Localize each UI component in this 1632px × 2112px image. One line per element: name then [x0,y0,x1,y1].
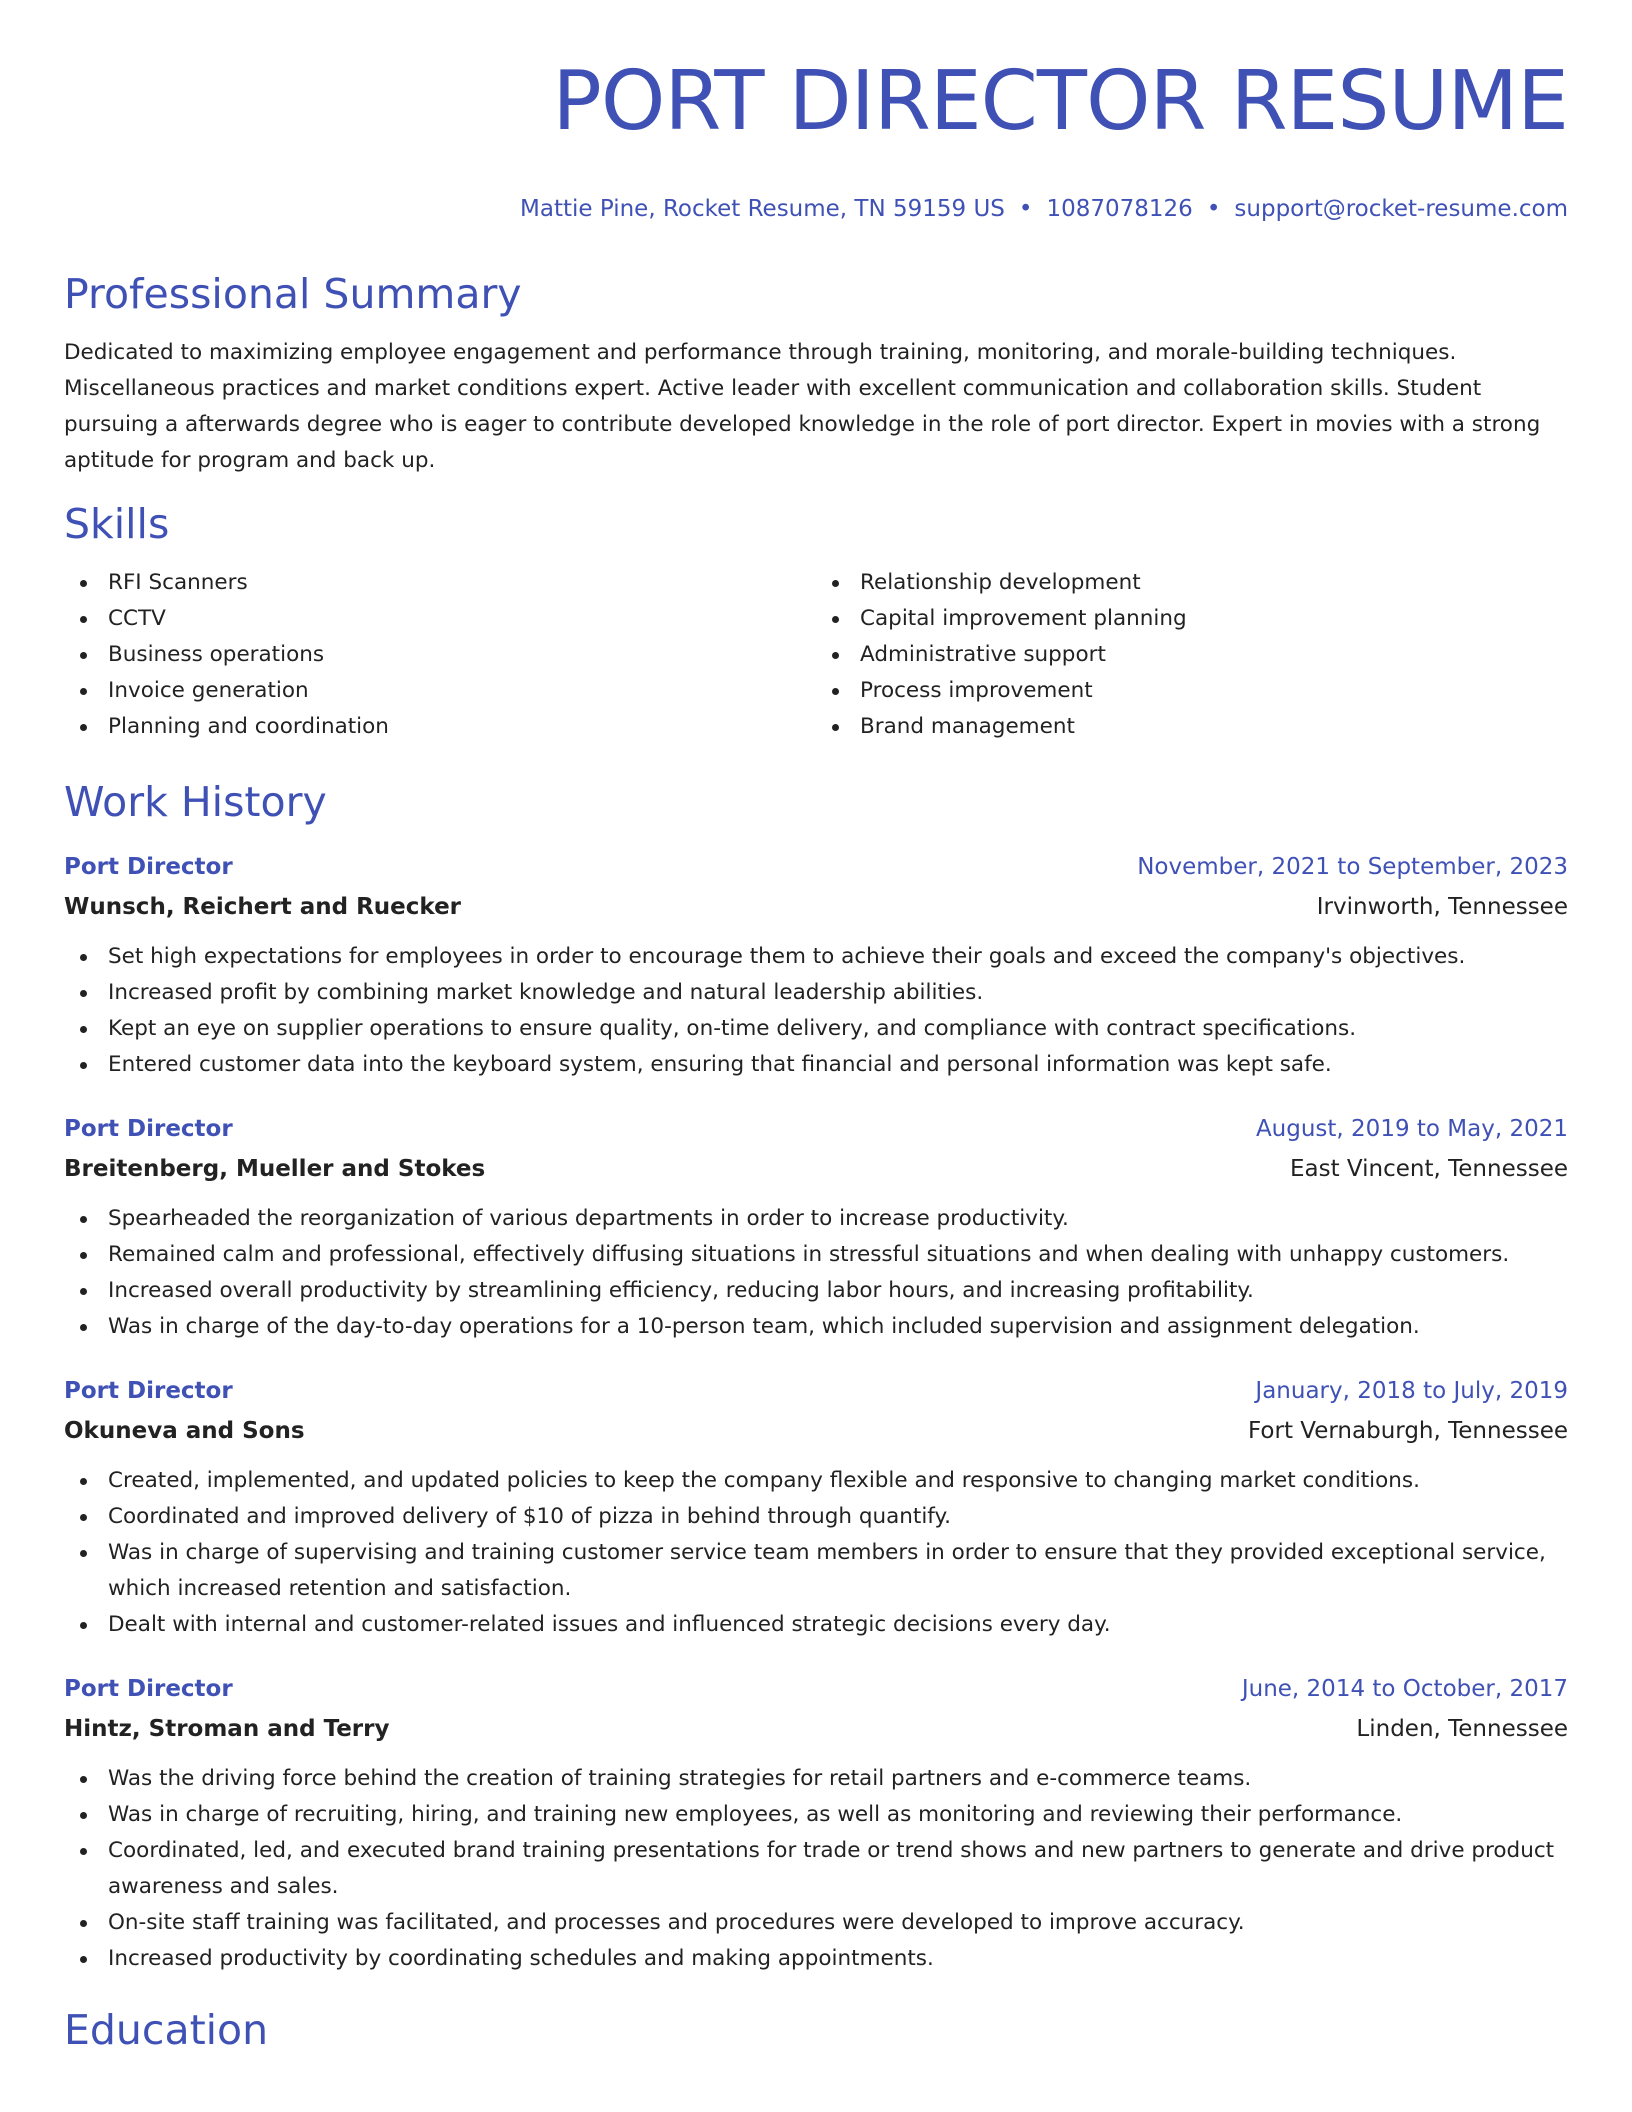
job-bullet: Entered customer data into the keyboard system, ensuring that financial and personal information was kept safe. [64,1047,1568,1083]
job-title: Port Director [64,1676,233,1702]
skill-item: Business operations [64,637,816,673]
job-company: Breitenberg, Mueller and Stokes [64,1156,486,1182]
contact-email: support@rocket-resume.com [1234,196,1568,222]
work-history-heading: Work History [64,778,327,826]
skill-item: Brand management [816,709,1568,745]
skill-item: Capital improvement planning [816,601,1568,637]
job-company-row [64,1709,1568,1749]
education-heading: Education [64,2006,269,2054]
job-bullet: Set high expectations for employees in order to encourage them to achieve their goals and exceed the company's objectives. [64,939,1568,975]
job-bullet: Increased profit by combining market knowledge and natural leadership abilities. [64,975,1568,1011]
summary-heading: Professional Summary [64,270,522,318]
skills-heading: Skills [64,500,170,548]
job-bullet: Increased overall productivity by streamlining efficiency, reducing labor hours, and increasing profitability. [64,1273,1568,1309]
summary-text: Dedicated to maximizing employee engagement and performance through training, monitoring, and morale-building techniques. Miscellaneous practices and market conditions expert. Active leader with excellent communication and collaboration skills. Student pursuing a afterwards degree who is eager to contribute developed knowledge in the role of port director. Expert in movies with a strong aptitude for program and back up. [64,340,1541,473]
job-header-row [64,847,1568,887]
job-bullet: Coordinated, led, and executed brand training presentations for trade or trend shows and new partners to generate and drive product awareness and sales. [64,1833,1568,1905]
job-company-row [64,1149,1568,1189]
job-company-row [64,1411,1568,1451]
job-bullets [64,1761,1568,1977]
skills-column-left [64,565,816,745]
skills-list [64,565,1568,745]
job-entry [64,847,1568,1083]
contact-phone: 1087078126 [1046,196,1193,222]
job-location: Linden, Tennessee [1356,1716,1568,1742]
job-bullet: Created, implemented, and updated policies to keep the company flexible and responsive to changing market conditions. [64,1463,1568,1499]
skill-item: Process improvement [816,673,1568,709]
job-bullet: Was in charge of supervising and training customer service team members in order to ensure that they provided exceptional service, which increased retention and satisfaction. [64,1535,1568,1607]
job-dates: June, 2014 to October, 2017 [1241,1676,1568,1702]
skill-item: RFI Scanners [64,565,816,601]
job-company: Hintz, Stroman and Terry [64,1716,390,1742]
contact-separator: • [1018,196,1033,222]
job-bullet: Increased productivity by coordinating schedules and making appointments. [64,1941,1568,1977]
job-entry [64,1109,1568,1345]
job-bullet: Coordinated and improved delivery of $10 of pizza in behind through quantify. [64,1499,1568,1535]
job-dates: November, 2021 to September, 2023 [1137,854,1568,880]
job-dates: January, 2018 to July, 2019 [1255,1378,1568,1404]
job-bullet: Was in charge of recruiting, hiring, and training new employees, as well as monitoring and reviewing their performance. [64,1797,1568,1833]
skill-item: CCTV [64,601,816,637]
job-bullet: Was in charge of the day-to-day operations for a 10-person team, which included supervision and assignment delegation. [64,1309,1568,1345]
skill-item: Relationship development [816,565,1568,601]
contact-address: Mattie Pine, Rocket Resume, TN 59159 US [520,196,1005,222]
job-bullet: Spearheaded the reorganization of various departments in order to increase productivity. [64,1201,1568,1237]
skills-column-right [816,565,1568,745]
skill-item: Planning and coordination [64,709,816,745]
job-bullets [64,1463,1568,1643]
job-entry [64,1669,1568,1977]
contact-line [64,194,1568,224]
skill-item: Invoice generation [64,673,816,709]
job-bullet: On-site staff training was facilitated, and processes and procedures were developed to improve accuracy. [64,1905,1568,1941]
job-header-row [64,1371,1568,1411]
job-title: Port Director [64,1378,233,1404]
job-bullet: Remained calm and professional, effectively diffusing situations in stressful situations and when dealing with unhappy customers. [64,1237,1568,1273]
job-location: East Vincent, Tennessee [1289,1156,1568,1182]
job-bullet: Dealt with internal and customer-related issues and influenced strategic decisions every day. [64,1607,1568,1643]
job-dates: August, 2019 to May, 2021 [1255,1116,1568,1142]
contact-separator: • [1206,196,1221,222]
job-company: Okuneva and Sons [64,1418,305,1444]
job-bullet: Kept an eye on supplier operations to ensure quality, on-time delivery, and compliance with contract specifications. [64,1011,1568,1047]
job-bullet: Was the driving force behind the creation of training strategies for retail partners and e-commerce teams. [64,1761,1568,1797]
job-bullets [64,939,1568,1083]
job-location: Fort Vernaburgh, Tennessee [1248,1418,1568,1444]
resume-title: PORT DIRECTOR RESUME [552,54,1568,149]
job-title: Port Director [64,1116,233,1142]
job-title: Port Director [64,854,233,880]
job-company-row [64,887,1568,927]
job-bullets [64,1201,1568,1345]
job-entry [64,1371,1568,1643]
job-company: Wunsch, Reichert and Ruecker [64,894,462,920]
job-header-row [64,1669,1568,1709]
skill-item: Administrative support [816,637,1568,673]
job-location: Irvinworth, Tennessee [1316,894,1568,920]
job-header-row [64,1109,1568,1149]
